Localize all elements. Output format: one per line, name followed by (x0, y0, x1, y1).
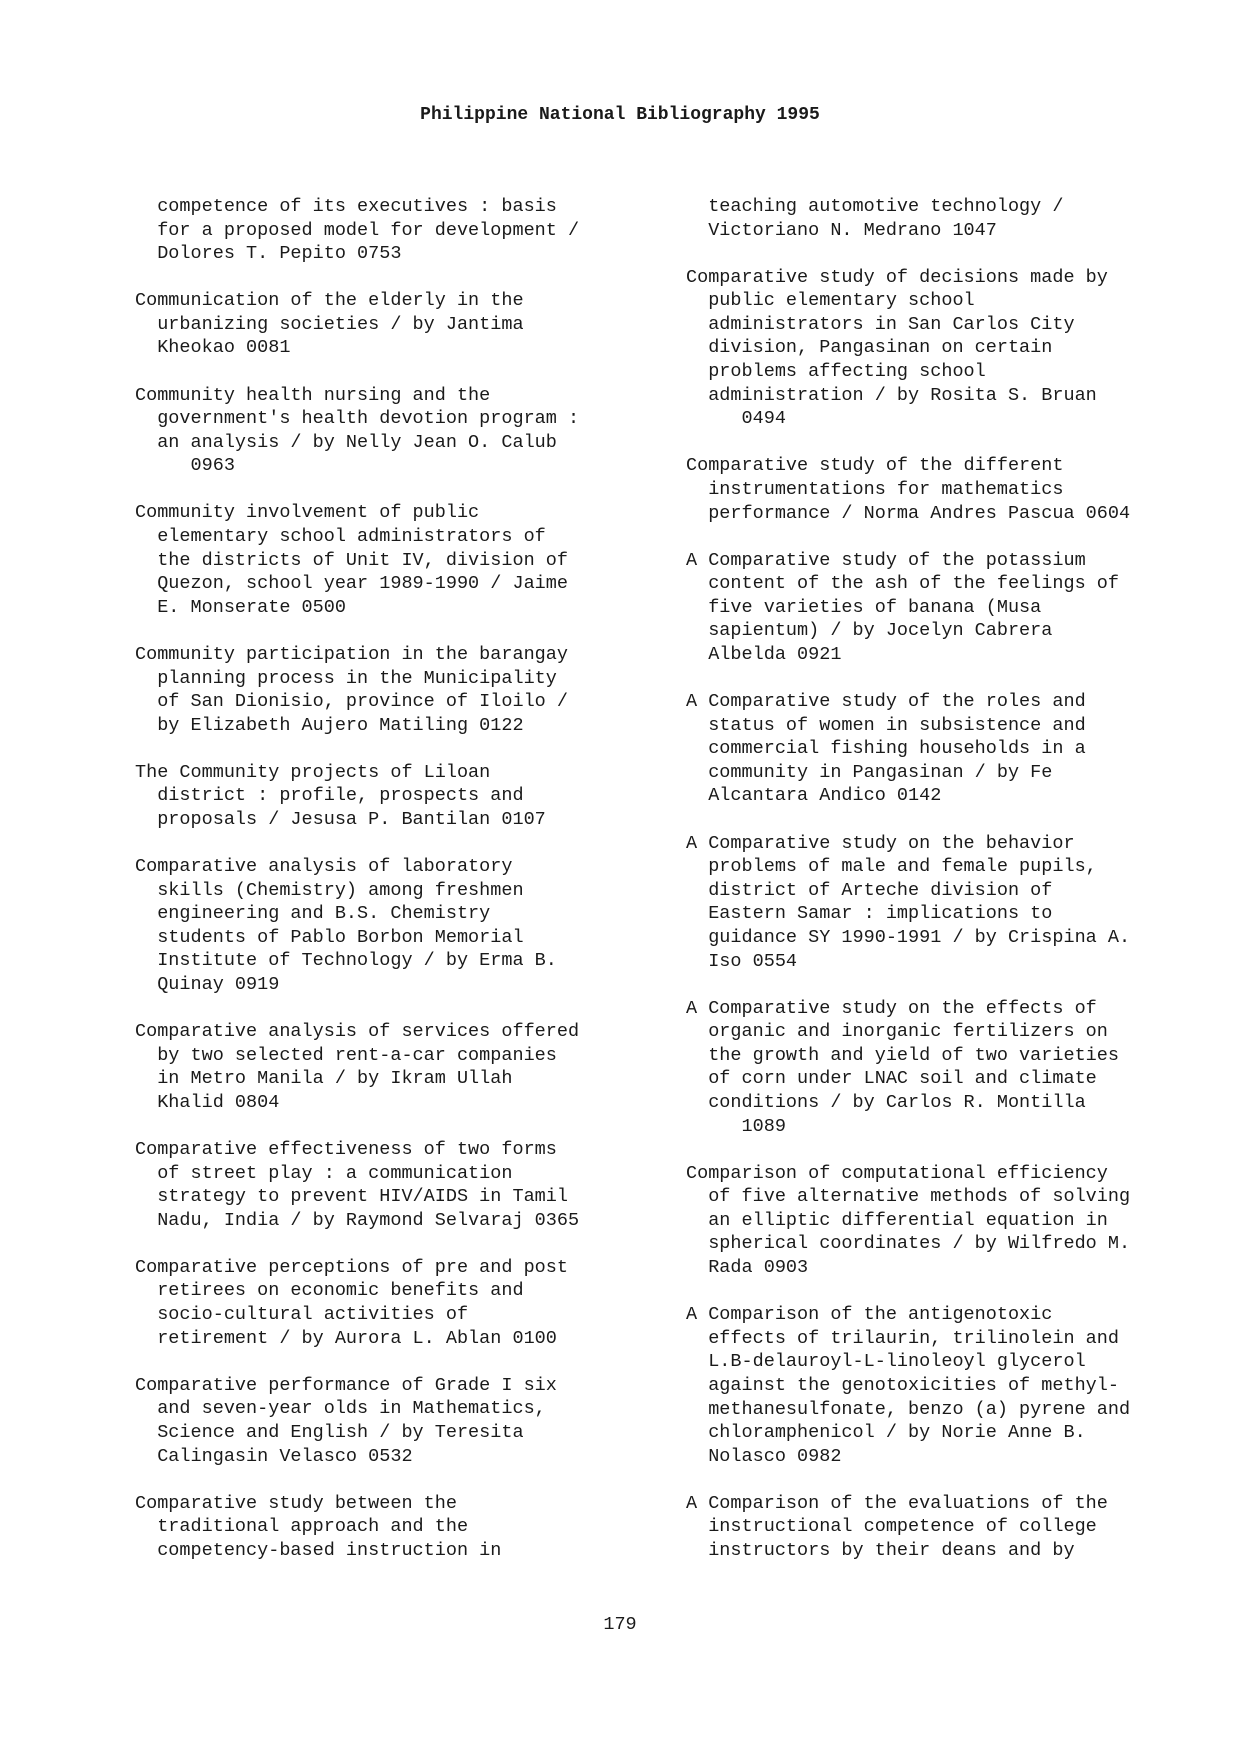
entry-line: Community participation in the barangay (135, 643, 568, 665)
entry-line: socio-cultural activities of (135, 1304, 469, 1326)
entry-line: 0494 (686, 408, 786, 430)
bibliography-entry (686, 266, 1226, 431)
entry-line: retirement / by Aurora L. Ablan 0100 (135, 1327, 557, 1349)
entry-line: competency-based instruction in (135, 1539, 502, 1561)
entry-line: 0963 (135, 455, 235, 477)
entry-line: urbanizing societies / by Jantima (135, 313, 524, 335)
entry-line: Albelda 0921 (686, 644, 842, 665)
entry-line: Institute of Technology / by Erma B. (135, 950, 557, 972)
entry-line: of street play : a communication (135, 1162, 513, 1184)
entry-line: Communication of the elderly in the (135, 290, 524, 312)
entry-line: content of the ash of the feelings of (686, 573, 1119, 595)
entry-line: commercial fishing households in a (686, 738, 1086, 760)
entry-line: Comparative analysis of services offered (135, 1021, 580, 1043)
entry-line: Calingasin Velasco 0532 (135, 1445, 413, 1467)
entry-line: Community involvement of public (135, 502, 480, 524)
entry-line: district of Arteche division of (686, 879, 1053, 901)
entry-line: Community health nursing and the (135, 384, 491, 406)
entry-line: Science and English / by Teresita (135, 1421, 524, 1443)
entry-line: Comparative study of the different (686, 455, 1064, 477)
entry-line: problems of male and female pupils, (686, 856, 1097, 878)
entry-line: strategy to prevent HIV/AIDS in Tamil (135, 1186, 568, 1208)
bibliography-entry (686, 1492, 1226, 1563)
entry-line: status of women in subsistence and (686, 714, 1086, 736)
entry-line: engineering and B.S. Chemistry (135, 903, 491, 925)
entry-line: Eastern Samar : implications to (686, 903, 1053, 925)
entry-line: Quinay 0919 (135, 974, 280, 996)
entry-line: skills (Chemistry) among freshmen (135, 879, 524, 901)
entry-line: A Comparative study of the roles and (686, 691, 1086, 713)
entry-line: Kheokao 0081 (135, 337, 291, 359)
entry-line: competence of its executives : basis (135, 196, 557, 217)
entry-line: Alcantara Andico 0142 (686, 785, 942, 807)
entry-line: by Elizabeth Aujero Matiling 0122 (135, 714, 524, 736)
bibliography-entry (135, 1256, 675, 1350)
page-title: Philippine National Bibliography 1995 (420, 105, 820, 125)
entry-line: The Community projects of Liloan (135, 761, 491, 783)
bibliography-entry (135, 1138, 675, 1232)
entry-line: Comparative perceptions of pre and post (135, 1256, 568, 1278)
page-number: 179 (603, 1614, 637, 1635)
entry-line: community in Pangasinan / by Fe (686, 761, 1053, 783)
entry-line: A Comparative study on the effects of (686, 997, 1097, 1019)
entry-line: by two selected rent-a-car companies (135, 1044, 557, 1066)
entry-line: and seven-year olds in Mathematics, (135, 1398, 546, 1420)
bibliography-entry (135, 1492, 675, 1563)
entry-line: Nolasco 0982 (686, 1445, 842, 1467)
bibliography-entry (686, 454, 1226, 525)
entry-line: E. Monserate 0500 (135, 596, 346, 618)
entry-line: Nadu, India / by Raymond Selvaraj 0365 (135, 1209, 580, 1231)
entry-line: Comparison of computational efficiency (686, 1162, 1108, 1184)
entry-line: teaching automotive technology / (686, 196, 1064, 217)
entry-line: Comparative analysis of laboratory (135, 856, 513, 878)
entry-line: A Comparison of the evaluations of the (686, 1492, 1108, 1514)
entry-line: methanesulfonate, benzo (a) pyrene and (686, 1398, 1131, 1420)
bibliography-entry (135, 289, 675, 360)
entry-line: an elliptic differential equation in (686, 1209, 1108, 1231)
entry-line: sapientum) / by Jocelyn Cabrera (686, 620, 1053, 642)
entry-line: 1089 (686, 1115, 786, 1137)
entry-line: Khalid 0804 (135, 1091, 280, 1113)
entry-line: Comparative performance of Grade I six (135, 1374, 557, 1396)
bibliography-entry (135, 1374, 675, 1468)
entry-line: effects of trilaurin, trilinolein and (686, 1327, 1119, 1349)
bibliography-entry (135, 1020, 675, 1114)
entry-line: the growth and yield of two varieties (686, 1044, 1119, 1066)
entry-line: of corn under LNAC soil and climate (686, 1068, 1097, 1090)
entry-line: an analysis / by Nelly Jean O. Calub (135, 431, 557, 453)
entry-line: Comparative effectiveness of two forms (135, 1139, 557, 1160)
entry-line: A Comparative study on the behavior (686, 832, 1075, 854)
bibliography-entry (686, 549, 1226, 667)
entry-line: of San Dionisio, province of Iloilo / (135, 691, 568, 713)
bibliography-entry (135, 855, 675, 997)
entry-line: A Comparison of the antigenotoxic (686, 1304, 1053, 1326)
bibliography-entry (686, 690, 1226, 808)
bibliography-column-right (686, 195, 1226, 1586)
bibliography-entry (135, 195, 675, 266)
entry-line: performance / Norma Andres Pascua 0604 (686, 502, 1131, 524)
bibliography-entry (135, 501, 675, 619)
entry-line: proposals / Jesusa P. Bantilan 0107 (135, 808, 546, 830)
bibliography-entry (135, 384, 675, 478)
entry-line: the districts of Unit IV, division of (135, 549, 568, 571)
entry-line: students of Pablo Borbon Memorial (135, 926, 524, 948)
entry-line: Comparative study between the (135, 1492, 457, 1514)
entry-line: Dolores T. Pepito 0753 (135, 243, 402, 265)
entry-line: Victoriano N. Medrano 1047 (686, 219, 997, 241)
entry-line: public elementary school (686, 290, 975, 312)
entry-line: Rada 0903 (686, 1257, 809, 1279)
entry-line: district : profile, prospects and (135, 785, 524, 807)
entry-line: instructional competence of college (686, 1516, 1097, 1538)
entry-line: problems affecting school (686, 361, 986, 383)
bibliography-entry (686, 195, 1226, 242)
entry-line: Comparative study of decisions made by (686, 266, 1108, 288)
entry-line: instructors by their deans and by (686, 1540, 1075, 1561)
entry-line: organic and inorganic fertilizers on (686, 1021, 1108, 1043)
entry-line: elementary school administrators of (135, 526, 546, 548)
entry-line: L.B-delauroyl-L-linoleoyl glycerol (686, 1351, 1086, 1373)
entry-line: administration / by Rosita S. Bruan (686, 384, 1097, 406)
entry-line: guidance SY 1990-1991 / by Crispina A. (686, 926, 1131, 948)
entry-line: government's health devotion program : (135, 408, 580, 430)
entry-line: for a proposed model for development / (135, 219, 580, 241)
entry-line: Quezon, school year 1989-1990 / Jaime (135, 573, 568, 595)
entry-line: division, Pangasinan on certain (686, 337, 1053, 359)
entry-line: A Comparative study of the potassium (686, 549, 1086, 571)
entry-line: administrators in San Carlos City (686, 313, 1075, 335)
bibliography-entry (686, 832, 1226, 974)
bibliography-entry (135, 761, 675, 832)
entry-line: chloramphenicol / by Norie Anne B. (686, 1422, 1086, 1444)
bibliography-entry (135, 643, 675, 737)
bibliography-entry (686, 997, 1226, 1139)
bibliography-entry (686, 1162, 1226, 1280)
entry-line: five varieties of banana (Musa (686, 596, 1042, 618)
entry-line: planning process in the Municipality (135, 667, 557, 689)
entry-line: in Metro Manila / by Ikram Ullah (135, 1068, 513, 1090)
entry-line: against the genotoxicities of methyl- (686, 1374, 1119, 1396)
entry-line: conditions / by Carlos R. Montilla (686, 1092, 1086, 1113)
entry-line: retirees on economic benefits and (135, 1280, 524, 1302)
bibliography-column-left (135, 195, 675, 1586)
entry-line: Iso 0554 (686, 950, 798, 972)
entry-line: of five alternative methods of solving (686, 1186, 1131, 1208)
bibliography-entry (686, 1303, 1226, 1468)
entry-line: traditional approach and the (135, 1516, 469, 1538)
entry-line: spherical coordinates / by Wilfredo M. (686, 1233, 1131, 1255)
entry-line: instrumentations for mathematics (686, 478, 1064, 500)
